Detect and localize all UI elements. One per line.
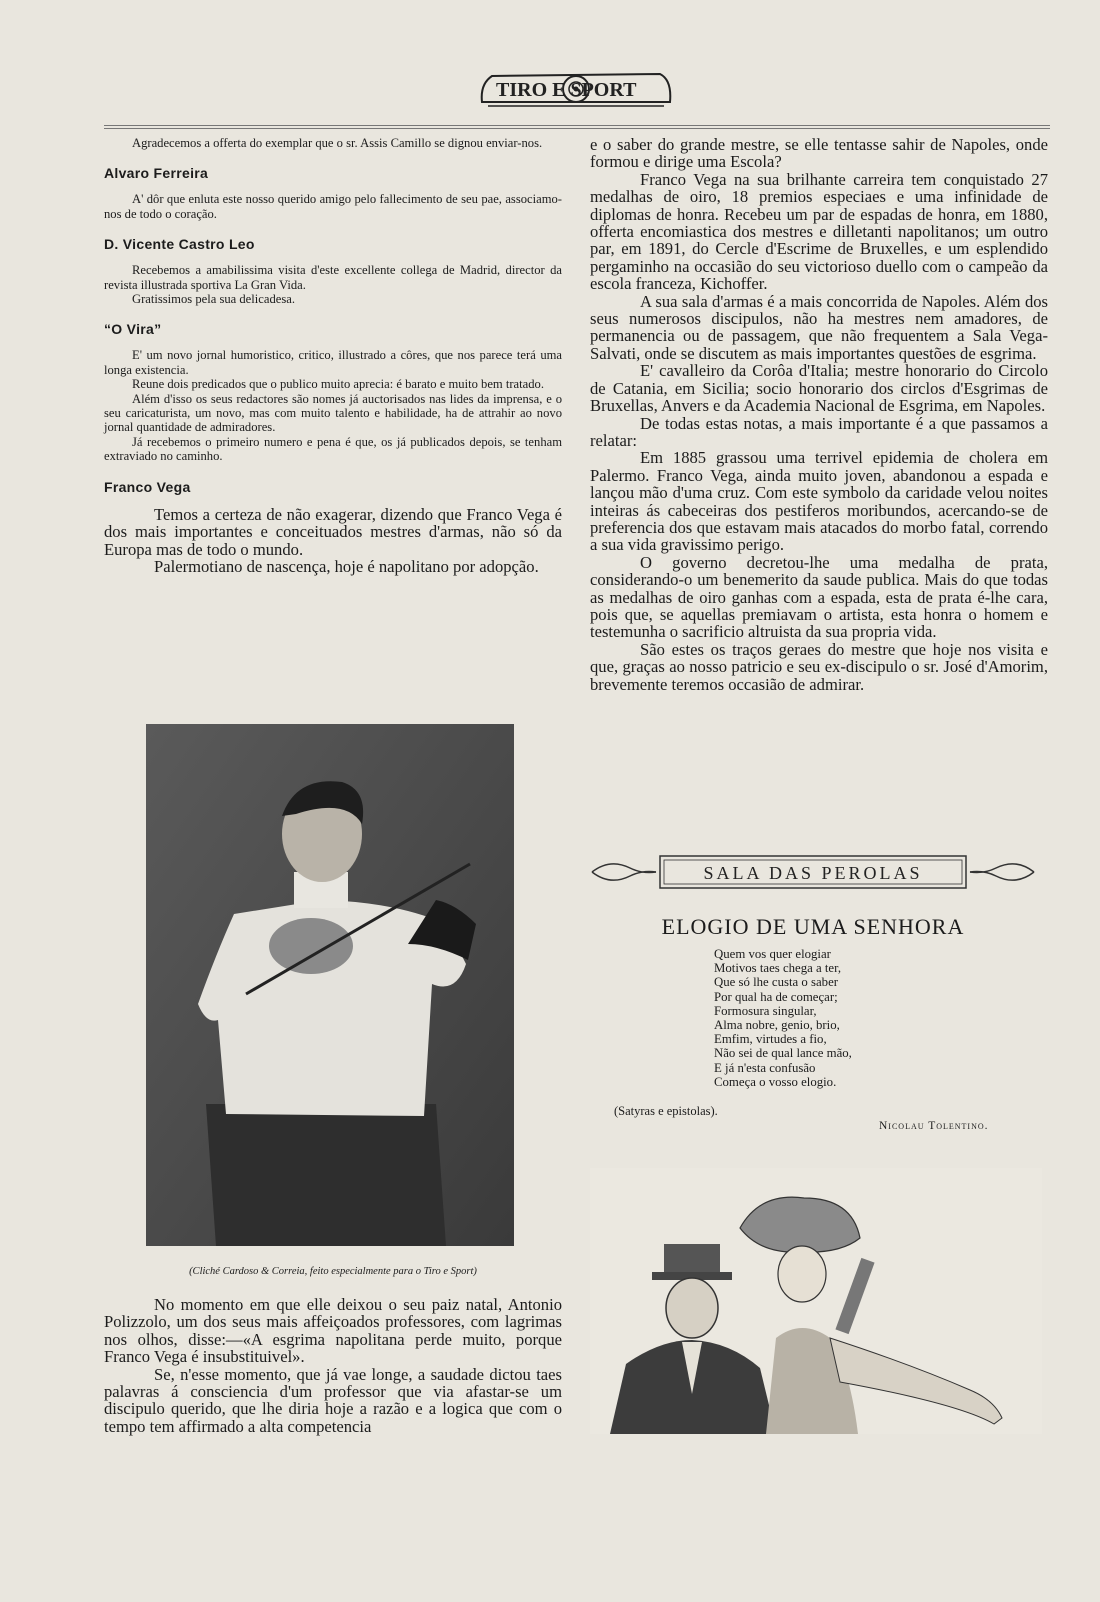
header-rule (104, 125, 1050, 126)
franco-vega-paragraph: Palermotiano de nascença, hoje é napolitano por adopção. (154, 556, 539, 576)
masthead-title: TIRO E SPORT (496, 79, 637, 101)
poem (714, 947, 852, 1089)
poem-line: Motivos taes chega a ter, (714, 961, 842, 976)
sala-das-perolas-banner (590, 852, 1036, 892)
bottom-left-text (104, 1296, 562, 1435)
sala-das-perolas-title: SALA DAS PEROLAS (703, 863, 923, 883)
intro-paragraph: Agradecemos a offerta do exemplar que o sr. Assis Camillo se dignou enviar-nos. (132, 136, 543, 150)
poem-line: Alma nobre, genio, brio, (714, 1018, 840, 1033)
right-paragraph: Franco Vega na sua brilhante carreira tem conquistado 27 medalhas de oiro, 18 premios especiaes e uma infinidade de diplomas de honra. Recebeu um par de espadas de honra, em 1880, offerta encomiastica dos mestres e dilletanti napolitanos; um outro par, em 1891, do Cercle d'Escrime de Bruxelles, e um esplendido pergaminho na occasião do seu victorioso duello com o campeão da escola franceza, Kichoffer. (590, 169, 1048, 294)
poem-line: Por qual ha de começar; (714, 989, 838, 1004)
right-paragraph: Em 1885 grassou uma terrivel epidemia de cholera em Palermo. Franco Vega, ainda muito joven, abandonou a espada e lançou mão d'uma cruz. Com este symbolo da caridade velou noites inteiras ás cabeceiras dos pestiferos moribundos, acercando-se de preferencia dos que estavam mais atacados do morbo fatal, correndo a sua vida gravissimo perigo. (590, 448, 1048, 555)
section-paragraph: A' dôr que enluta este nosso querido amigo pelo fallecimento de seu pae, associamo-nos de todo o coração. (104, 192, 562, 221)
right-paragraph: E' cavalleiro da Corôa d'Italia; mestre honorario do Circolo de Catania, em Sicilia; socio honorario dos circlos d'Esgrimas de Bruxellas, Anvers e da Academia Nacional de Esgrima, em Napoles. (590, 361, 1048, 416)
poem-line: Não sei de qual lance mão, (714, 1046, 852, 1061)
section-paragraph: E' um novo jornal humoristico, critico, illustrado a côres, que nos parece terá uma longa existencia. (104, 348, 562, 377)
section-paragraph: Além d'isso os seus redactores são nomes já auctorisados nas lides da imprensa, e o seu caricaturista, um novo, mas com muito talento e habilidade, ha de attrahir ao novo jornal quantidade de admiradores. (104, 391, 562, 435)
franco-vega-paragraph: Temos a certeza de não exagerar, dizendo que Franco Vega é dos mais importantes e conceituados mestres d'armas, não só da Europa mas de todo o mundo. (104, 504, 562, 559)
franco-vega-heading: Franco Vega (104, 478, 191, 495)
right-column (590, 136, 1048, 693)
section-paragraph: Recebemos a amabilissima visita d'este excellente collega de Madrid, director da revista illustrada sportiva La Gran Vida. (104, 263, 562, 292)
section-paragraph: Gratissimos pela sua delicadesa. (132, 292, 295, 307)
poem-line: E já n'esta confusão (714, 1060, 816, 1075)
section-heading: D. Vicente Castro Leo (104, 236, 255, 253)
couple-illustration (590, 1168, 1042, 1434)
left-column (104, 136, 562, 575)
right-paragraph: São estes os traços geraes do mestre que hoje nos visita e que, graças ao nosso patricio e seu ex-discipulo o sr. José d'Amorim, brevemente teremos occasião de admirar. (590, 639, 1048, 694)
polizzolo-paragraph: No momento em que elle deixou o seu paiz natal, Antonio Polizzolo, um dos seus mais affeiçoados professores, com lagrimas nos olhos, disse:—«A esgrima napolitana perde muito, porque Franco Vega é insubstituivel». (104, 1295, 562, 1367)
poem-line: Formosura singular, (714, 1003, 817, 1018)
masthead-logo (478, 62, 674, 116)
poem-line: Começa o vosso elogio. (714, 1074, 837, 1089)
section-paragraph: Reune dois predicados que o publico muito aprecia: é barato e muito bem tratado. (132, 377, 544, 392)
header-rule (104, 128, 1050, 129)
fencer-photo (146, 724, 514, 1246)
section-paragraph: Já recebemos o primeiro numero e pena é que, os já publicados depois, se tenham extraviado no caminho. (104, 434, 562, 464)
poem-line: Que só lhe custa o saber (714, 975, 839, 990)
section-heading: Alvaro Ferreira (104, 165, 209, 182)
right-paragraph: De todas estas notas, a mais importante é a que passamos a relatar: (590, 413, 1048, 450)
photo-caption: (Cliché Cardoso & Correia, feito especialmente para o Tiro e Sport) (189, 1266, 477, 1277)
poem-title: ELOGIO DE UMA SENHORA (661, 914, 965, 939)
section-heading: “O Vira” (104, 321, 162, 338)
poem-source: (Satyras e epistolas). (614, 1104, 718, 1118)
right-paragraph: e o saber do grande mestre, se elle tentasse sahir de Napoles, onde formou e dirige uma Escola? (590, 135, 1048, 172)
polizzolo-paragraph: Se, n'esse momento, que já vae longe, a saudade dictou taes palavras á consciencia d'um professor que via afastar-se um discipulo querido, que lhe diria hoje a razão e a logica que com o tempo tem affirmado a alta competencia (104, 1364, 562, 1436)
right-paragraph: O governo decretou-lhe uma medalha de prata, considerando-o um benemerito da saude publica. Mais do que todas as medalhas de oiro ganhas com a espada, esta de prata é-lhe cara, pois que, se aquellas premiavam o artista, esta honra o homem e testemunha o sacrificio altruista da sua propria vida. (590, 552, 1048, 642)
poem-author: Nicolau Tolentino. (879, 1120, 989, 1132)
right-paragraph: A sua sala d'armas é a mais concorrida de Napoles. Além dos seus numerosos discipulos, não ha mestres nem amadores, de permanencia ou de passagem, que não frequentem a Sala Vega-Salvati, onde se discutem as mais importantes questões de esgrima. (590, 291, 1048, 363)
poem-line: Emfim, virtudes a fio, (714, 1032, 827, 1047)
poem-line: Quem vos quer elogiar (714, 947, 831, 961)
